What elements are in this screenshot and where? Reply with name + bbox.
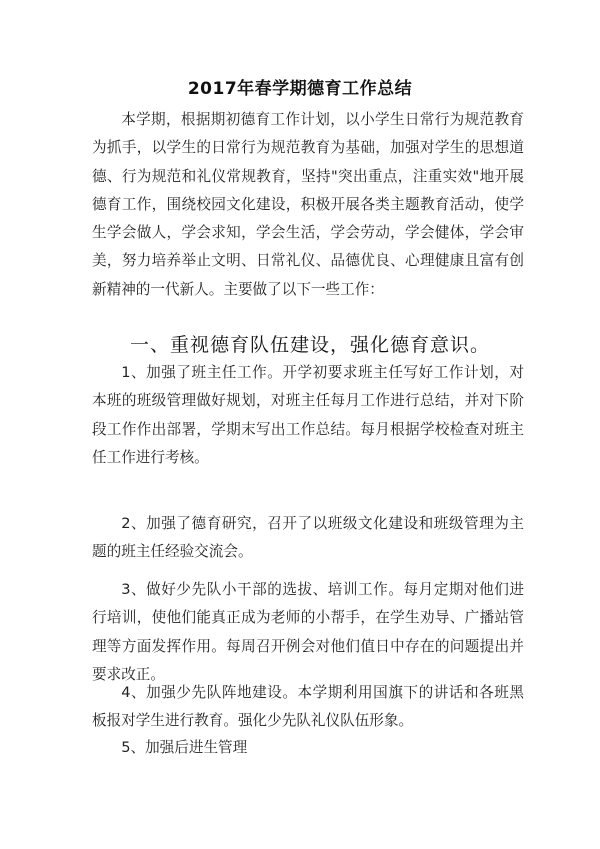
- work-item-3: 3、做好少先队小干部的选拔、培训工作。每月定期对他们进行培训，使他们能真正成为老师的小帮手，在学生劝导、广播站管理等方面发挥作用。每周召开例会对他们值日中存在的问题提出并要求改正。: [92, 581, 524, 683]
- work-item-5: 5、加强后进生管理: [121, 739, 248, 756]
- work-item-1: 1、加强了班主任工作。开学初要求班主任写好工作计划，对本班的班级管理做好规划，对班主任每月工作进行总结，并对下阶段工作作出部署，学期末写出工作总结。每月根据学校检查对班主任工作进行考核。: [92, 364, 524, 466]
- intro-paragraph: 本学期，根据期初德育工作计划，以小学生日常行为规范教育为抓手，以学生的日常行为规范教育为基础，加强对学生的思想道德、行为规范和礼仪常规教育，坚持"突出重点，注重实效"地开展德育工作，围绕校园文化建设，积极开展各类主题教育活动，使学生学会做人，学会求知，学会生活，学会劳动，学会健体，学会审美，努力培养举止文明、日常礼仪、品德优良、心理健康且富有创新精神的一代新人。主要做了以下一些工作：: [92, 111, 524, 298]
- work-item-2: 2、加强了德育研究，召开了以班级文化建设和班级管理为主题的班主任经验交流会。: [92, 515, 524, 561]
- section-heading: 一、重视德育队伍建设，强化德育意识。: [130, 334, 491, 356]
- document-title: 2017年春学期德育工作总结: [187, 79, 413, 99]
- work-item-4: 4、加强少先队阵地建设。本学期利用国旗下的讲话和各班黑板报对学生进行教育。强化少先队礼仪队伍形象。: [92, 684, 524, 730]
